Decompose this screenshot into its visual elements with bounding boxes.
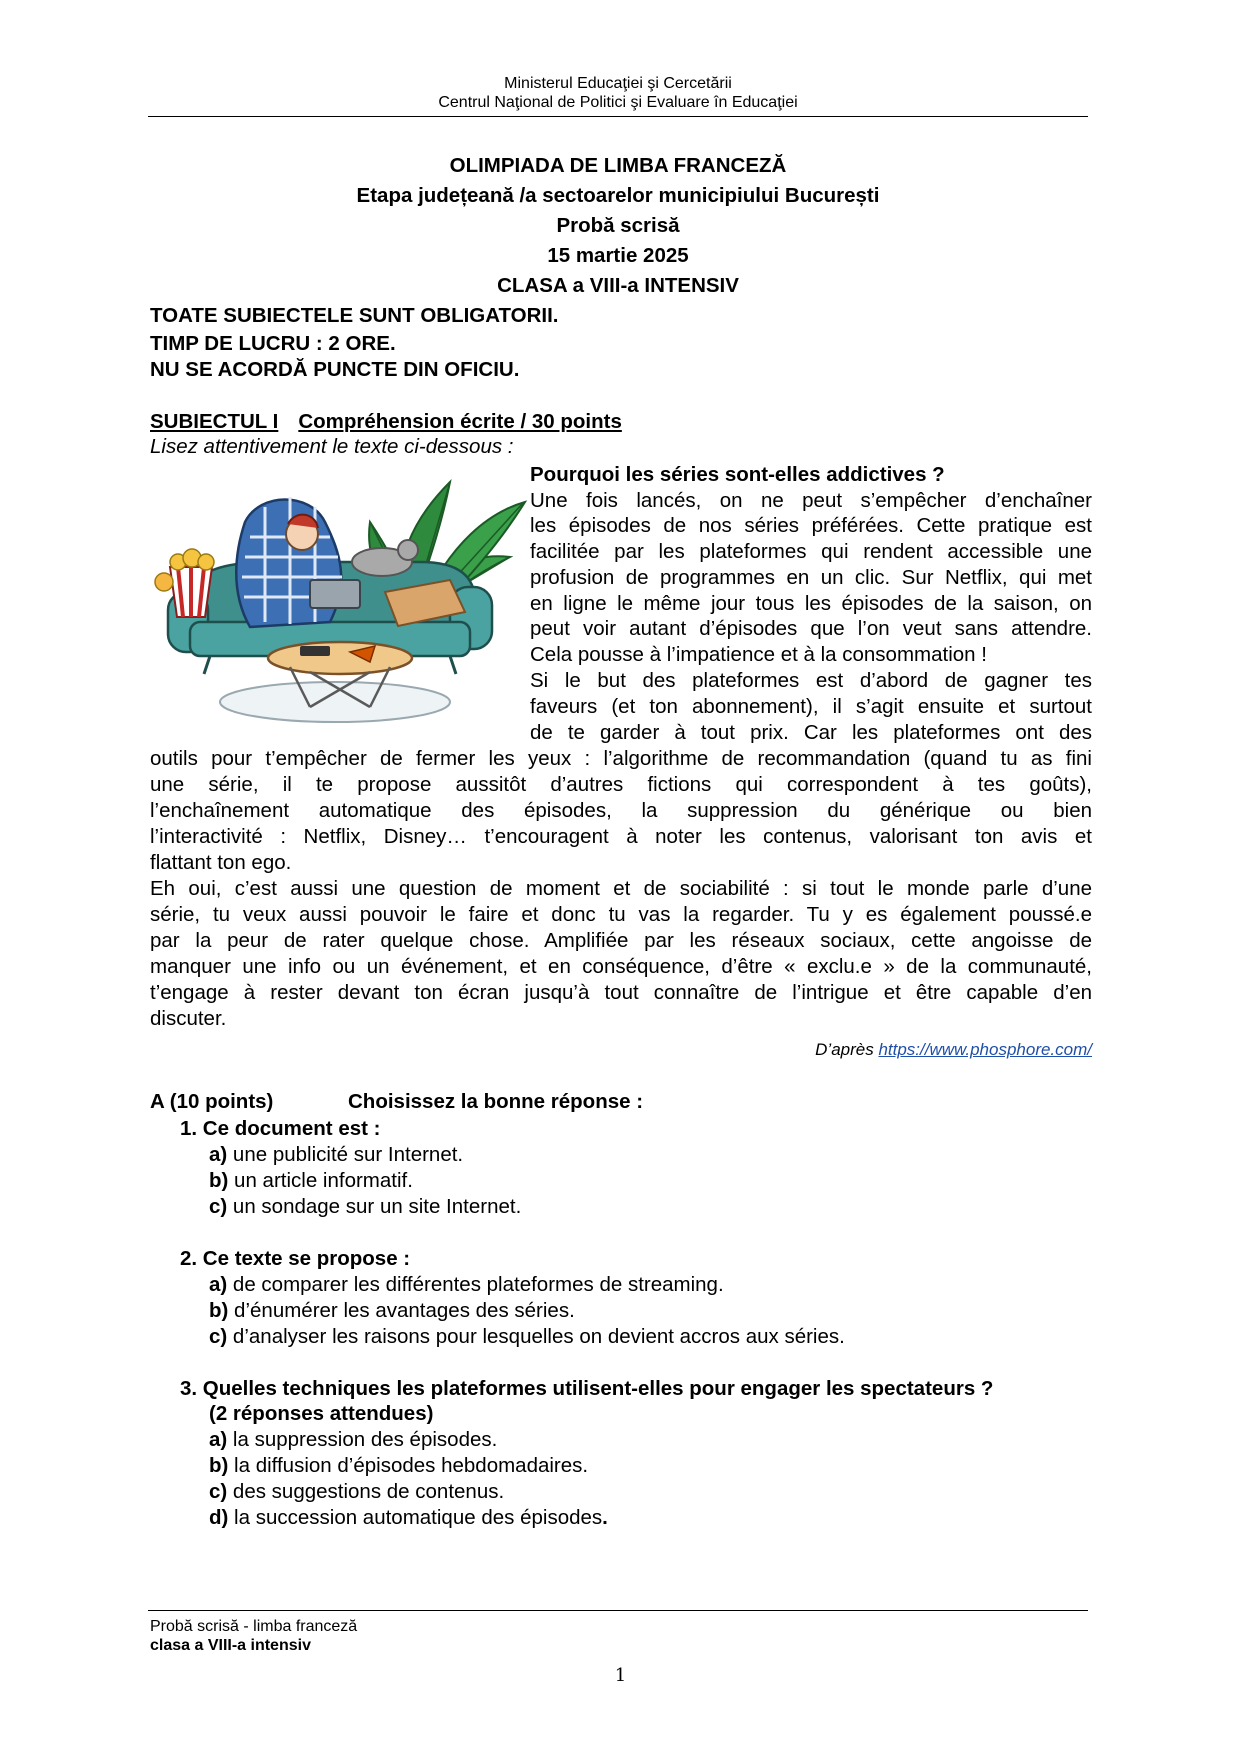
article-line: Une fois lancés, on ne peut s’empêcher d’enchaîner (530, 489, 1092, 512)
article-line: les épisodes de nos séries préférées. Cette pratique est (530, 514, 1092, 537)
rule-mandatory: TOATE SUBIECTELE SUNT OBLIGATORII. (150, 304, 559, 327)
exam-stage: Etapa județeană /a sectoarelor municipiului București (356, 184, 880, 207)
question-1: 1. Ce document est : (180, 1117, 381, 1140)
q1-option-c: c) un sondage sur un site Internet. (209, 1195, 522, 1218)
article-line: Eh oui, c’est aussi une question de moment et de sociabilité : si tout le monde parle d’une (150, 877, 1092, 900)
exam-date: 15 martie 2025 (547, 244, 689, 267)
q3-option-c: c) des suggestions de contenus. (209, 1480, 505, 1503)
article-line: outils pour t’empêcher de fermer les yeux : l’algorithme de recommandation (quand tu as fini (150, 747, 1092, 770)
article-line: peut voir autant d’épisodes que l’on veut sans attendre. (530, 617, 1092, 640)
subject-label: SUBIECTUL I (150, 410, 279, 433)
article-line: série, tu veux aussi pouvoir le faire et donc tu vas la regarder. Tu y es également poussé.e (150, 903, 1092, 926)
section-a-label: A (10 points) (150, 1090, 274, 1113)
question-3: 3. Quelles techniques les plateformes utilisent-elles pour engager les spectateurs ? (180, 1377, 994, 1400)
article-line: profusion de programmes en un clic. Sur Netflix, qui met (530, 566, 1092, 589)
section-a-instruction: Choisissez la bonne réponse : (348, 1090, 644, 1113)
exam-title: OLIMPIADA DE LIMBA FRANCEZĂ (449, 154, 787, 177)
article-line: l’interactivité : Netflix, Disney… t’encouragent à noter les contenus, valorisant ton avis et (150, 825, 1092, 848)
article-line: facilitée par les plateformes qui rendent accessible une (530, 540, 1092, 563)
exam-type: Probă scrisă (556, 214, 680, 237)
page-number: 1 (614, 1665, 627, 1686)
article-line: en ligne le même jour tous les épisodes de la saison, on (530, 592, 1092, 615)
footer-divider (148, 1610, 1088, 1611)
q3-option-d: d) la succession automatique des épisodes. (209, 1506, 608, 1529)
source-prefix: D’après (815, 1040, 879, 1059)
article-line: Si le but des plateformes est d’abord de gagner tes (530, 669, 1092, 692)
q3-option-b: b) la diffusion d’épisodes hebdomadaires. (209, 1454, 589, 1477)
q1-option-a: a) une publicité sur Internet. (209, 1143, 464, 1166)
source-link[interactable]: https://www.phosphore.com/ (878, 1040, 1092, 1059)
question-2: 2. Ce texte se propose : (180, 1247, 411, 1270)
sofa-illustration (150, 462, 530, 724)
subject-heading (150, 410, 622, 434)
q2-option-b: b) d’énumérer les avantages des séries. (209, 1299, 575, 1322)
q3-option-a: a) la suppression des épisodes. (209, 1428, 498, 1451)
article-line: manquer une info ou un événement, et en conséquence, d’être « exclu.e » de la communauté, (150, 955, 1092, 978)
section-a-heading (150, 1090, 644, 1114)
subject-title: Compréhension écrite / 30 points (298, 410, 622, 433)
rule-time: TIMP DE LUCRU : 2 ORE. (150, 332, 396, 355)
article-line: t’engage à rester devant ton écran jusqu’à tout connaître de l’intrigue et être capable d’en (150, 981, 1092, 1004)
exam-class: CLASA a VIII-a INTENSIV (497, 274, 739, 297)
article-line: Cela pousse à l’impatience et à la consommation ! (530, 643, 987, 666)
header-ministry: Ministerul Educaţiei şi Cercetării (504, 75, 732, 92)
article-line: une série, il te propose aussitôt d’autres fictions qui correspondent à tes goûts), (150, 773, 1092, 796)
article-title: Pourquoi les séries sont-elles addictives ? (530, 463, 945, 486)
question-3-note: (2 réponses attendues) (209, 1402, 434, 1425)
header-center: Centrul Naţional de Politici şi Evaluare în Educaţiei (438, 94, 798, 111)
article-line: par la peur de rater quelque chose. Amplifiée par les réseaux sociaux, cette angoisse de (150, 929, 1092, 952)
header-divider (148, 116, 1088, 117)
footer-class: clasa a VIII-a intensiv (150, 1637, 311, 1654)
q1-option-b: b) un article informatif. (209, 1169, 413, 1192)
article-line: discuter. (150, 1007, 227, 1030)
article-line: flattant ton ego. (150, 851, 292, 874)
article-line: l’enchaînement automatique des épisodes, la suppression du générique ou bien (150, 799, 1092, 822)
q2-option-a: a) de comparer les différentes plateformes de streaming. (209, 1273, 724, 1296)
article-line: de te garder à tout prix. Car les plateformes ont des (530, 721, 1092, 744)
article-source (815, 1040, 1092, 1060)
article-line: faveurs (et ton abonnement), il s’agit ensuite et surtout (530, 695, 1092, 718)
popcorn-icon (155, 549, 214, 617)
rule-no-points: NU SE ACORDĂ PUNCTE DIN OFICIU. (150, 358, 520, 381)
q2-option-c: c) d’analyser les raisons pour lesquelles on devient accros aux séries. (209, 1325, 845, 1348)
footer-exam: Probă scrisă - limba franceză (150, 1618, 358, 1635)
subject-instruction: Lisez attentivement le texte ci-dessous : (150, 435, 514, 458)
